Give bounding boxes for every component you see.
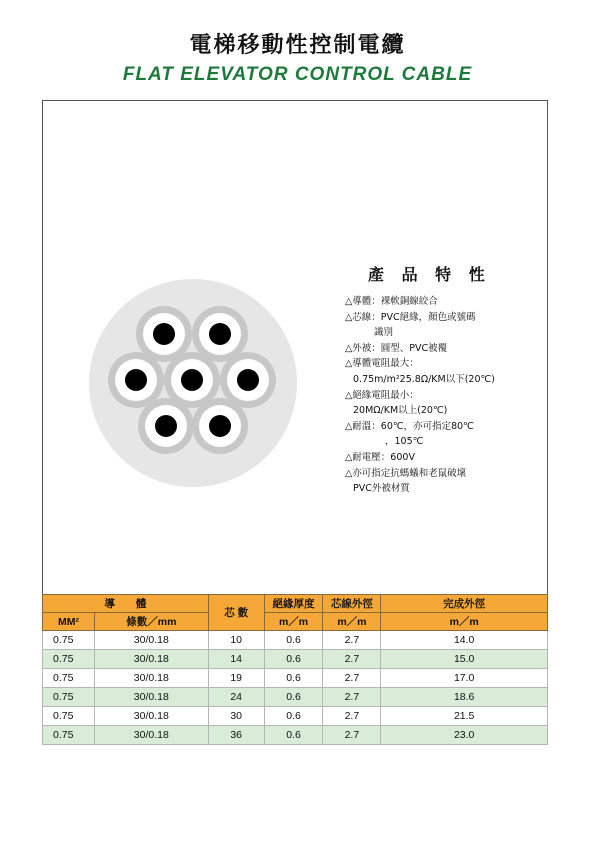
subheader-mm2: MM² bbox=[43, 613, 95, 631]
feature-line: △芯線：PVC絕緣，顏色或號碼 bbox=[345, 311, 476, 323]
cell-mm2: 0.75 bbox=[43, 650, 95, 669]
cell-insulation: 0.6 bbox=[264, 669, 323, 688]
cell-core-od: 2.7 bbox=[323, 726, 381, 745]
cell-finished-od: 23.0 bbox=[381, 726, 548, 745]
cell-core-od: 2.7 bbox=[323, 631, 381, 650]
cell-cores: 30 bbox=[208, 707, 264, 726]
cell-mm2: 0.75 bbox=[43, 631, 95, 650]
cell-cores: 36 bbox=[208, 726, 264, 745]
table-row bbox=[43, 650, 548, 669]
feature-line: △絕緣電阻最小： bbox=[345, 389, 419, 401]
cell-cores: 14 bbox=[208, 650, 264, 669]
cell-strands: 30/0.18 bbox=[94, 707, 208, 726]
cell-insulation: 0.6 bbox=[264, 688, 323, 707]
cell-cores: 10 bbox=[208, 631, 264, 650]
header-cores: 芯 數 bbox=[208, 595, 264, 631]
subheader-unit: m／m bbox=[381, 613, 548, 631]
cell-strands: 30/0.18 bbox=[94, 650, 208, 669]
cell-strands: 30/0.18 bbox=[94, 631, 208, 650]
features-list bbox=[345, 294, 545, 497]
table-row bbox=[43, 669, 548, 688]
cell-finished-od: 14.0 bbox=[381, 631, 548, 650]
header-core-od: 芯線外徑 bbox=[323, 595, 381, 613]
subheader-strands: 條數／mm bbox=[94, 613, 208, 631]
cell-finished-od: 18.6 bbox=[381, 688, 548, 707]
table-row bbox=[43, 707, 548, 726]
cell-strands: 30/0.18 bbox=[94, 726, 208, 745]
page-subtitle: FLAT ELEVATOR CONTROL CABLE bbox=[122, 64, 473, 85]
cell-insulation: 0.6 bbox=[264, 631, 323, 650]
cell-cores: 19 bbox=[208, 669, 264, 688]
feature-line: 20MΩ/KM以上(20℃) bbox=[353, 405, 448, 417]
table-row bbox=[43, 726, 548, 745]
subheader-unit: m／m bbox=[264, 613, 323, 631]
cable-cross-section-icon bbox=[89, 279, 297, 487]
table-row bbox=[43, 631, 548, 650]
cell-core-od: 2.7 bbox=[323, 669, 381, 688]
features-title: 產 品 特 性 bbox=[368, 265, 491, 284]
feature-line: △耐溫：60℃，亦可指定80℃ bbox=[345, 420, 474, 432]
cell-mm2: 0.75 bbox=[43, 726, 95, 745]
feature-line: △亦可指定抗螞蟻和老鼠破壞 bbox=[345, 467, 467, 479]
cell-cores: 24 bbox=[208, 688, 264, 707]
header-insulation: 絕緣厚度 bbox=[264, 595, 323, 613]
feature-line: △外被：圓型、PVC被覆 bbox=[345, 342, 448, 354]
cell-mm2: 0.75 bbox=[43, 669, 95, 688]
cell-finished-od: 21.5 bbox=[381, 707, 548, 726]
cell-insulation: 0.6 bbox=[264, 726, 323, 745]
cell-finished-od: 15.0 bbox=[381, 650, 548, 669]
cell-insulation: 0.6 bbox=[264, 707, 323, 726]
cell-insulation: 0.6 bbox=[264, 650, 323, 669]
table-row bbox=[43, 688, 548, 707]
cell-core-od: 2.7 bbox=[323, 650, 381, 669]
feature-line: △耐電壓：600V bbox=[345, 451, 415, 463]
spec-table bbox=[42, 594, 548, 745]
cell-strands: 30/0.18 bbox=[94, 669, 208, 688]
feature-line: △導體：裸軟銅線絞合 bbox=[345, 296, 438, 307]
header-conductor: 導 體 bbox=[43, 595, 209, 613]
cell-core-od: 2.7 bbox=[323, 688, 381, 707]
header-finished-od: 完成外徑 bbox=[381, 595, 548, 613]
feature-line: 0.75m/m²25.8Ω/KM以下(20℃) bbox=[353, 373, 495, 385]
feature-line: ，105℃ bbox=[385, 436, 424, 448]
cell-core-od: 2.7 bbox=[323, 707, 381, 726]
feature-line: △導體電阻最大： bbox=[345, 358, 419, 370]
feature-line: 識別 bbox=[374, 327, 394, 339]
feature-line: PVC外被材質 bbox=[353, 483, 410, 495]
subheader-unit: m／m bbox=[323, 613, 381, 631]
cell-strands: 30/0.18 bbox=[94, 688, 208, 707]
cell-mm2: 0.75 bbox=[43, 707, 95, 726]
page-title: 電梯移動性控制電纜 bbox=[189, 33, 406, 58]
cell-finished-od: 17.0 bbox=[381, 669, 548, 688]
cell-mm2: 0.75 bbox=[43, 688, 95, 707]
